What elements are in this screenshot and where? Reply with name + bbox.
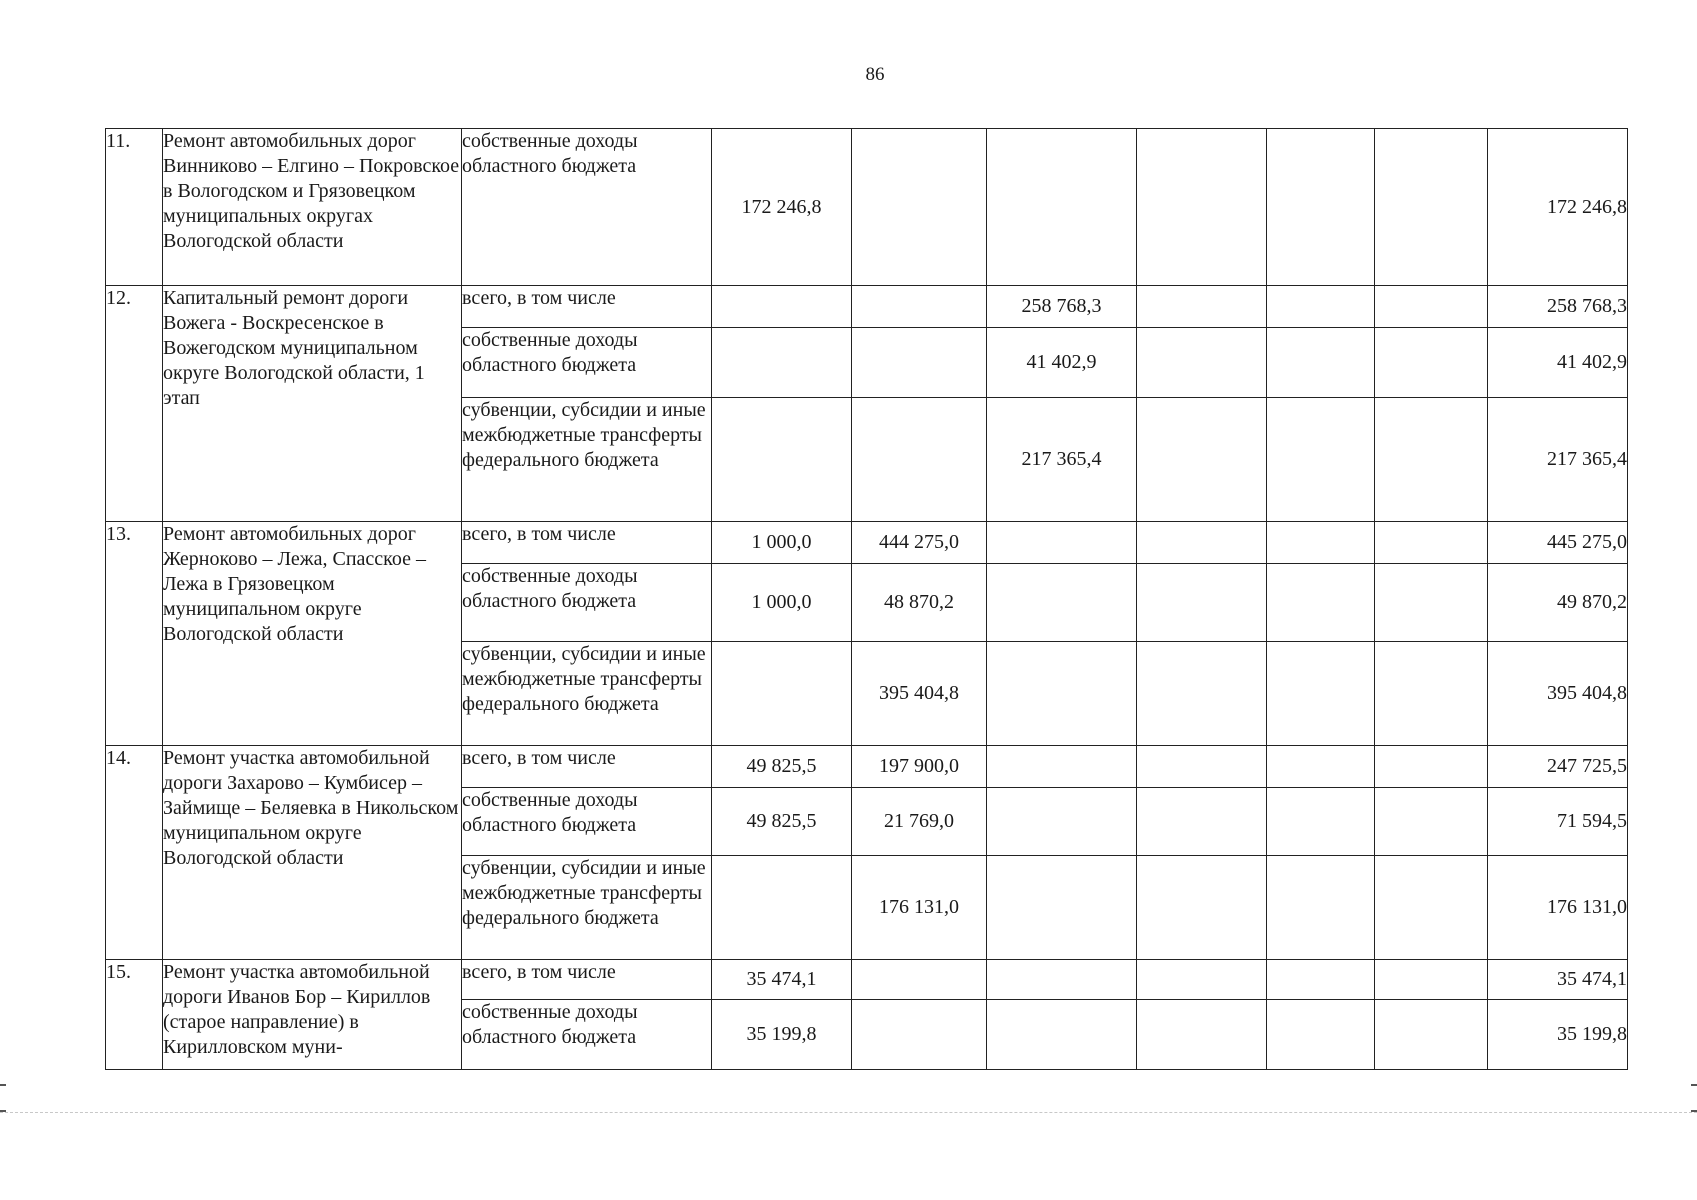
- amount-cell-c4: [1137, 564, 1267, 642]
- row-number: 11.: [106, 129, 163, 286]
- amount-cell-c6: [1375, 856, 1488, 960]
- table-row: [106, 960, 1628, 1000]
- amount-cell-c6: [1375, 129, 1488, 286]
- amount-cell-c3: [987, 564, 1137, 642]
- amount-cell-c3: [987, 1000, 1137, 1070]
- amount-cell-c4: [1137, 746, 1267, 788]
- project-name: Ремонт автомобильных дорог Жерноково – Лежа, Спасское – Лежа в Грязовецком муниципальном округе Вологодской области: [163, 522, 462, 746]
- amount-cell-c1: [712, 328, 852, 398]
- amount-cell-c2: 21 769,0: [852, 788, 987, 856]
- amount-cell-c4: [1137, 328, 1267, 398]
- funding-source: субвенции, субсидии и иные межбюджетные трансферты федерального бюджета: [462, 856, 712, 960]
- table-body: [106, 129, 1628, 1070]
- amount-cell-c3: [987, 746, 1137, 788]
- row-number: 13.: [106, 522, 163, 746]
- amount-cell-c1: 49 825,5: [712, 788, 852, 856]
- amount-cell-c5: [1267, 1000, 1375, 1070]
- amount-cell-c2: 395 404,8: [852, 642, 987, 746]
- amount-cell-c1: 35 199,8: [712, 1000, 852, 1070]
- amount-cell-c4: [1137, 522, 1267, 564]
- amount-cell-c2: [852, 398, 987, 522]
- amount-total: 445 275,0: [1488, 522, 1628, 564]
- project-name: Ремонт участка автомобильной дороги Захарово – Кумбисер – Займище – Беляевка в Никольском муниципальном округе Вологодской области: [163, 746, 462, 960]
- amount-total: 49 870,2: [1488, 564, 1628, 642]
- funding-source: субвенции, субсидии и иные межбюджетные трансферты федерального бюджета: [462, 642, 712, 746]
- amount-cell-c2: [852, 286, 987, 328]
- table-row: [106, 746, 1628, 788]
- edge-mark-right: [1691, 1084, 1697, 1086]
- amount-cell-c1: [712, 286, 852, 328]
- amount-total: 35 199,8: [1488, 1000, 1628, 1070]
- amount-total: 35 474,1: [1488, 960, 1628, 1000]
- amount-cell-c4: [1137, 1000, 1267, 1070]
- funding-source: всего, в том числе: [462, 522, 712, 564]
- edge-mark-right: [1691, 1110, 1697, 1112]
- amount-cell-c1: [712, 642, 852, 746]
- amount-cell-c2: [852, 960, 987, 1000]
- amount-cell-c5: [1267, 564, 1375, 642]
- page-number: 86: [865, 64, 885, 85]
- amount-cell-c5: [1267, 960, 1375, 1000]
- amount-cell-c6: [1375, 398, 1488, 522]
- footer-dashed-line: [0, 1112, 1697, 1114]
- amount-cell-c6: [1375, 746, 1488, 788]
- amount-cell-c6: [1375, 522, 1488, 564]
- amount-cell-c4: [1137, 286, 1267, 328]
- funding-source: всего, в том числе: [462, 960, 712, 1000]
- funding-source: собственные доходы областного бюджета: [462, 1000, 712, 1070]
- funding-source: субвенции, субсидии и иные межбюджетные трансферты федерального бюджета: [462, 398, 712, 522]
- amount-cell-c4: [1137, 129, 1267, 286]
- amount-cell-c4: [1137, 856, 1267, 960]
- amount-cell-c3: [987, 522, 1137, 564]
- table-row: [106, 286, 1628, 328]
- amount-cell-c2: [852, 1000, 987, 1070]
- amount-total: 41 402,9: [1488, 328, 1628, 398]
- funding-source: собственные доходы областного бюджета: [462, 564, 712, 642]
- amount-cell-c6: [1375, 328, 1488, 398]
- funding-source: всего, в том числе: [462, 746, 712, 788]
- amount-cell-c4: [1137, 398, 1267, 522]
- amount-cell-c6: [1375, 564, 1488, 642]
- table-row: [106, 129, 1628, 286]
- funding-source: собственные доходы областного бюджета: [462, 129, 712, 286]
- amount-cell-c3: 217 365,4: [987, 398, 1137, 522]
- amount-cell-c4: [1137, 960, 1267, 1000]
- amount-cell-c4: [1137, 788, 1267, 856]
- amount-cell-c6: [1375, 960, 1488, 1000]
- row-number: 14.: [106, 746, 163, 960]
- amount-cell-c1: 35 474,1: [712, 960, 852, 1000]
- funding-source: всего, в том числе: [462, 286, 712, 328]
- amount-cell-c3: [987, 642, 1137, 746]
- amount-cell-c5: [1267, 788, 1375, 856]
- amount-cell-c3: 258 768,3: [987, 286, 1137, 328]
- amount-cell-c1: [712, 856, 852, 960]
- amount-cell-c3: 41 402,9: [987, 328, 1137, 398]
- amount-total: 247 725,5: [1488, 746, 1628, 788]
- amount-cell-c1: [712, 398, 852, 522]
- amount-total: 71 594,5: [1488, 788, 1628, 856]
- amount-cell-c6: [1375, 1000, 1488, 1070]
- amount-cell-c3: [987, 856, 1137, 960]
- amount-cell-c2: 48 870,2: [852, 564, 987, 642]
- amount-cell-c6: [1375, 286, 1488, 328]
- amount-total: 395 404,8: [1488, 642, 1628, 746]
- amount-cell-c5: [1267, 746, 1375, 788]
- amount-cell-c1: 172 246,8: [712, 129, 852, 286]
- row-number: 12.: [106, 286, 163, 522]
- amount-cell-c6: [1375, 788, 1488, 856]
- budget-table: [105, 128, 1628, 1070]
- amount-cell-c5: [1267, 398, 1375, 522]
- table-row: [106, 522, 1628, 564]
- amount-total: 217 365,4: [1488, 398, 1628, 522]
- amount-cell-c6: [1375, 642, 1488, 746]
- funding-source: собственные доходы областного бюджета: [462, 328, 712, 398]
- amount-cell-c2: 444 275,0: [852, 522, 987, 564]
- amount-cell-c4: [1137, 642, 1267, 746]
- amount-cell-c1: 1 000,0: [712, 522, 852, 564]
- row-number: 15.: [106, 960, 163, 1070]
- project-name: Ремонт участка автомобильной дороги Иванов Бор – Кириллов (старое направление) в Кирилловском муни-: [163, 960, 462, 1070]
- edge-mark-left: [0, 1084, 6, 1086]
- project-name: Капитальный ремонт дороги Вожега - Воскресенское в Вожегодском муниципальном округе Вологодской области, 1 этап: [163, 286, 462, 522]
- amount-cell-c2: 197 900,0: [852, 746, 987, 788]
- edge-mark-left: [0, 1110, 6, 1112]
- amount-cell-c5: [1267, 129, 1375, 286]
- amount-total: 258 768,3: [1488, 286, 1628, 328]
- amount-cell-c2: [852, 328, 987, 398]
- amount-cell-c5: [1267, 642, 1375, 746]
- amount-cell-c1: 1 000,0: [712, 564, 852, 642]
- amount-cell-c2: [852, 129, 987, 286]
- amount-cell-c3: [987, 129, 1137, 286]
- amount-cell-c2: 176 131,0: [852, 856, 987, 960]
- amount-cell-c3: [987, 960, 1137, 1000]
- amount-total: 172 246,8: [1488, 129, 1628, 286]
- amount-cell-c5: [1267, 328, 1375, 398]
- amount-cell-c3: [987, 788, 1137, 856]
- amount-cell-c5: [1267, 286, 1375, 328]
- project-name: Ремонт автомобильных дорог Винниково – Елгино – Покровское в Вологодском и Грязовецком муниципальных округах Вологодской области: [163, 129, 462, 286]
- amount-cell-c1: 49 825,5: [712, 746, 852, 788]
- funding-source: собственные доходы областного бюджета: [462, 788, 712, 856]
- amount-total: 176 131,0: [1488, 856, 1628, 960]
- amount-cell-c5: [1267, 856, 1375, 960]
- amount-cell-c5: [1267, 522, 1375, 564]
